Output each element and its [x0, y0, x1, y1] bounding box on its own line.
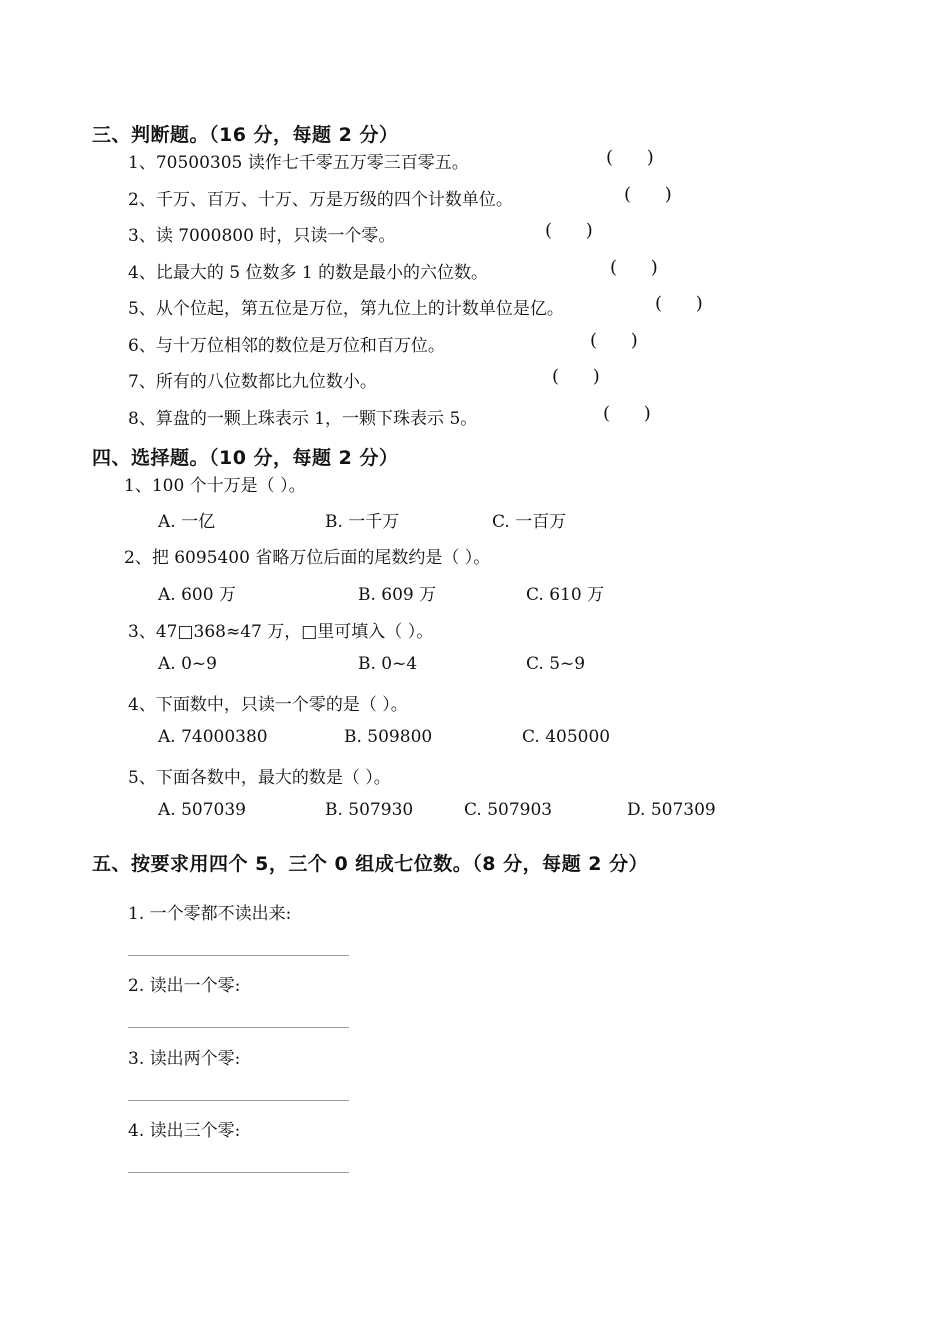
judge-item-4: 4、比最大的 5 位数多 1 的数是最小的六位数。	[128, 263, 489, 283]
answer-line-4[interactable]	[128, 1172, 349, 1173]
judge-item-8: 8、算盘的一颗上珠表示 1，一颗下珠表示 5。	[128, 409, 478, 429]
answer-line-3[interactable]	[128, 1100, 349, 1101]
judge-answer-4[interactable]: ( )	[610, 257, 672, 278]
choice-1-option-a[interactable]: A. 一亿	[158, 512, 216, 532]
judge-answer-1[interactable]: ( )	[606, 147, 668, 168]
judge-item-2: 2、千万、百万、十万、万是万级的四个计数单位。	[128, 190, 513, 210]
choice-4-option-c[interactable]: C. 405000	[522, 727, 611, 747]
compose-item-3: 3. 读出两个零:	[128, 1049, 241, 1069]
choice-question-1: 1、100 个十万是（ ）。	[124, 476, 306, 496]
choice-3-option-a[interactable]: A. 0~9	[158, 654, 217, 674]
choice-1-option-b[interactable]: B. 一千万	[325, 512, 400, 532]
compose-item-2: 2. 读出一个零:	[128, 976, 241, 996]
choice-3-option-c[interactable]: C. 5~9	[526, 654, 586, 674]
judge-item-3: 3、读 7000800 时，只读一个零。	[128, 226, 396, 246]
choice-3-option-b[interactable]: B. 0~4	[358, 654, 418, 674]
judge-item-6: 6、与十万位相邻的数位是万位和百万位。	[128, 336, 445, 356]
section-3-title: 三、判断题。（16 分，每题 2 分）	[92, 124, 399, 146]
judge-answer-6[interactable]: ( )	[590, 330, 652, 351]
judge-answer-5[interactable]: ( )	[655, 293, 717, 314]
choice-5-option-d[interactable]: D. 507309	[627, 800, 716, 820]
choice-question-3: 3、47□368≈47 万，□里可填入（ ）。	[128, 622, 434, 642]
section-4-title: 四、选择题。（10 分，每题 2 分）	[92, 447, 399, 469]
choice-5-option-b[interactable]: B. 507930	[325, 800, 414, 820]
judge-answer-7[interactable]: ( )	[552, 366, 614, 387]
judge-item-7: 7、所有的八位数都比九位数小。	[128, 372, 377, 392]
choice-2-option-b[interactable]: B. 609 万	[358, 585, 437, 605]
choice-2-option-c[interactable]: C. 610 万	[526, 585, 605, 605]
choice-4-option-a[interactable]: A. 74000380	[158, 727, 268, 747]
answer-line-2[interactable]	[128, 1027, 349, 1028]
judge-item-5: 5、从个位起，第五位是万位，第九位上的计数单位是亿。	[128, 299, 564, 319]
choice-5-option-c[interactable]: C. 507903	[464, 800, 553, 820]
choice-question-4: 4、下面数中，只读一个零的是（ ）。	[128, 695, 408, 715]
choice-question-5: 5、下面各数中，最大的数是（ ）。	[128, 768, 391, 788]
compose-item-4: 4. 读出三个零:	[128, 1121, 241, 1141]
judge-answer-3[interactable]: ( )	[545, 220, 607, 241]
judge-answer-8[interactable]: ( )	[603, 403, 665, 424]
choice-1-option-c[interactable]: C. 一百万	[492, 512, 567, 532]
choice-2-option-a[interactable]: A. 600 万	[158, 585, 236, 605]
compose-item-1: 1. 一个零都不读出来:	[128, 904, 292, 924]
judge-item-1: 1、70500305 读作七千零五万零三百零五。	[128, 153, 469, 173]
judge-answer-2[interactable]: ( )	[624, 184, 686, 205]
choice-5-option-a[interactable]: A. 507039	[158, 800, 246, 820]
choice-question-2: 2、把 6095400 省略万位后面的尾数约是（ ）。	[124, 548, 491, 568]
section-5-title: 五、按要求用四个 5，三个 0 组成七位数。（8 分，每题 2 分）	[92, 853, 649, 875]
choice-4-option-b[interactable]: B. 509800	[344, 727, 433, 747]
answer-line-1[interactable]	[128, 955, 349, 956]
